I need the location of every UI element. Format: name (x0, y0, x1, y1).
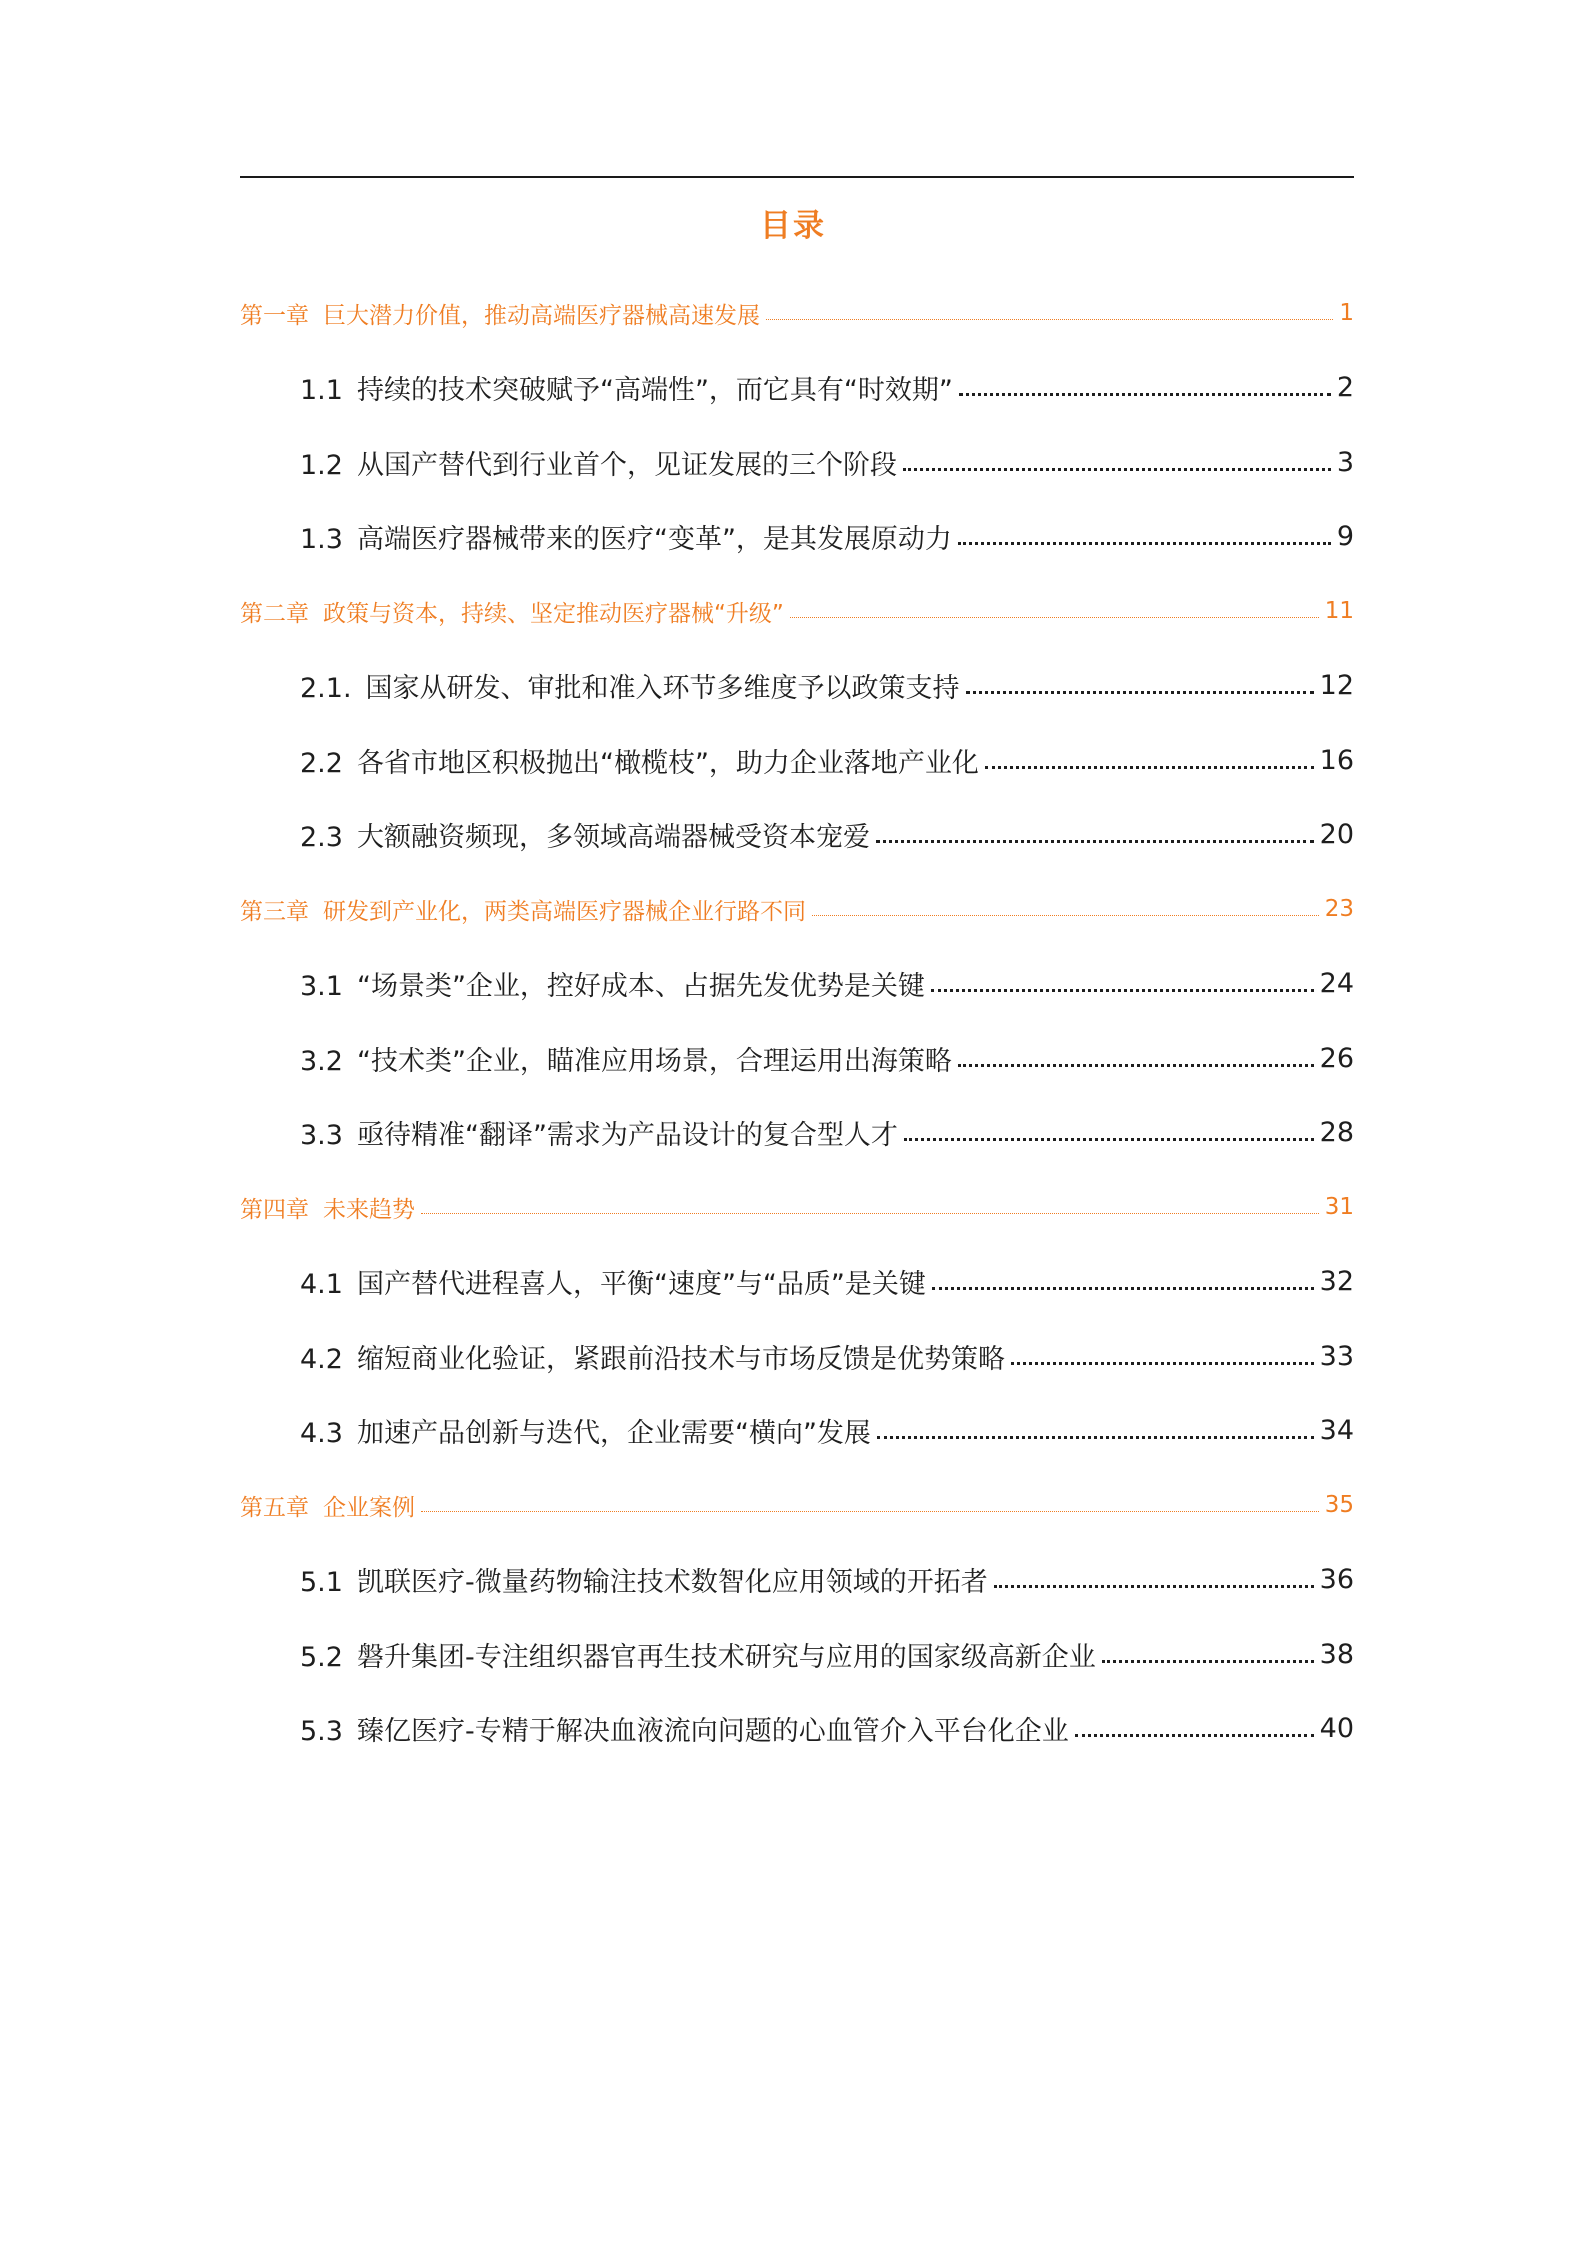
toc-dot-leader (959, 393, 1331, 396)
toc-page-number: 3 (1336, 446, 1354, 478)
toc-entry-number: 1.3 (300, 524, 343, 556)
toc-entry-heading (300, 1113, 904, 1152)
toc-entry-label: “技术类”企业，瞄准应用场景，合理运用出海策略 (356, 1045, 952, 1077)
toc-dot-leader (876, 840, 1314, 843)
toc-dot-leader (1075, 1734, 1314, 1737)
toc-dot-leader (931, 989, 1314, 992)
toc-chapter-entry[interactable] (240, 872, 1354, 947)
toc-dot-leader (904, 1138, 1314, 1141)
toc-entry-number: 5.3 (300, 1716, 343, 1748)
toc-page-number: 24 (1319, 968, 1354, 1000)
toc-entry-label: 大额融资频现，多领域高端器械受资本宠爱 (356, 822, 870, 854)
toc-entry-number: 4.3 (300, 1418, 343, 1450)
toc-page-number: 31 (1324, 1194, 1354, 1221)
toc-section-entry[interactable] (240, 1021, 1354, 1096)
toc-entry-heading (300, 1560, 994, 1599)
toc-page-number: 36 (1319, 1564, 1354, 1596)
toc-section-entry[interactable] (240, 1319, 1354, 1394)
toc-section-entry[interactable] (240, 500, 1354, 575)
toc-dot-leader (903, 468, 1331, 471)
toc-dot-leader (421, 1511, 1319, 1512)
toc-dot-leader (1011, 1362, 1314, 1365)
toc-entry-heading (300, 443, 903, 482)
toc-entry-number: 1.2 (300, 449, 343, 481)
toc-page-number: 23 (1324, 896, 1354, 923)
toc-entry-label: 巨大潜力价值，推动高端医疗器械高速发展 (323, 302, 760, 329)
toc-entry-number: 5.1 (300, 1567, 343, 1599)
toc-section-entry[interactable] (240, 1543, 1354, 1618)
toc-entry-heading (300, 368, 959, 407)
toc-entry-heading (300, 741, 985, 780)
toc-dot-leader (994, 1585, 1314, 1588)
toc-entry-heading (300, 666, 966, 705)
toc-entry-label: 加速产品创新与迭代，企业需要“横向”发展 (356, 1418, 871, 1450)
toc-entry-label: 磐升集团-专注组织器官再生技术研究与应用的国家级高新企业 (356, 1641, 1096, 1673)
toc-page-number: 9 (1336, 521, 1354, 553)
toc-title: 目录 (760, 208, 826, 244)
toc-section-entry[interactable] (240, 1096, 1354, 1171)
toc-page-number: 35 (1324, 1492, 1354, 1519)
toc-entry-heading (300, 1411, 877, 1450)
toc-section-entry[interactable] (240, 1692, 1354, 1767)
toc-entry-heading (300, 815, 876, 854)
toc-entry-label: 国家从研发、审批和准入环节多维度予以政策支持 (365, 673, 960, 705)
toc-entry-heading (300, 1709, 1075, 1748)
toc-section-entry[interactable] (240, 351, 1354, 426)
toc-entry-heading (300, 1635, 1102, 1674)
toc-entry-number: 第四章 (240, 1196, 309, 1223)
toc-entry-number: 第一章 (240, 302, 309, 329)
toc-entry-label: 臻亿医疗-专精于解决血液流向问题的心血管介入平台化企业 (356, 1716, 1069, 1748)
toc-chapter-entry[interactable] (240, 276, 1354, 351)
toc-section-entry[interactable] (240, 1394, 1354, 1469)
toc-section-entry[interactable] (240, 723, 1354, 798)
toc-page-number: 26 (1319, 1042, 1354, 1074)
toc-entry-number: 4.1 (300, 1269, 343, 1301)
toc-dot-leader (985, 766, 1314, 769)
toc-chapter-entry[interactable] (240, 574, 1354, 649)
toc-page-number: 34 (1319, 1415, 1354, 1447)
toc-entry-label: 高端医疗器械带来的医疗“变革”，是其发展原动力 (356, 524, 952, 556)
toc-entry-heading (300, 517, 958, 556)
toc-dot-leader (421, 1213, 1319, 1214)
toc-page-number: 32 (1319, 1266, 1354, 1298)
toc-page-number: 16 (1319, 744, 1354, 776)
toc-page-number: 33 (1319, 1340, 1354, 1372)
toc-page-number: 40 (1319, 1713, 1354, 1745)
toc-entry-heading (300, 1262, 932, 1301)
toc-entry-label: 各省市地区积极抛出“橄榄枝”，助力企业落地产业化 (356, 747, 979, 779)
toc-entry-number: 3.1 (300, 971, 343, 1003)
toc-section-entry[interactable] (240, 947, 1354, 1022)
toc-section-entry[interactable] (240, 649, 1354, 724)
toc-entry-label: 凯联医疗-微量药物输注技术数智化应用领域的开拓者 (356, 1567, 988, 1599)
toc-entry-label: 缩短商业化验证，紧跟前沿技术与市场反馈是优势策略 (356, 1343, 1005, 1375)
toc-dot-leader (958, 542, 1331, 545)
toc-entry-number: 第三章 (240, 898, 309, 925)
toc-entry-heading (300, 964, 931, 1003)
toc-entry-number: 2.1. (300, 673, 352, 705)
toc-page-number: 11 (1324, 598, 1354, 625)
toc-entry-label: 持续的技术突破赋予“高端性”，而它具有“时效期” (356, 375, 953, 407)
toc-section-entry[interactable] (240, 798, 1354, 873)
header-rule (240, 176, 1354, 178)
toc-entry-number: 2.2 (300, 747, 343, 779)
toc-entry-number: 2.3 (300, 822, 343, 854)
toc-dot-leader (966, 691, 1314, 694)
toc-page-number: 38 (1319, 1638, 1354, 1670)
toc-entry-label: 亟待精准“翻译”需求为产品设计的复合型人才 (356, 1120, 898, 1152)
toc-dot-leader (1102, 1660, 1314, 1663)
toc-entry-number: 第五章 (240, 1494, 309, 1521)
toc-entry-label: 从国产替代到行业首个，见证发展的三个阶段 (356, 449, 897, 481)
toc-page-number: 1 (1339, 300, 1354, 327)
toc-entry-number: 3.2 (300, 1045, 343, 1077)
toc-page-number: 20 (1319, 819, 1354, 851)
toc-page-number: 12 (1319, 670, 1354, 702)
toc-entry-heading (240, 595, 790, 628)
toc-entry-heading (240, 297, 766, 330)
toc-entry-label: 研发到产业化，两类高端医疗器械企业行路不同 (323, 898, 806, 925)
toc-dot-leader (790, 617, 1319, 618)
toc-entry-label: 企业案例 (323, 1494, 415, 1521)
toc-entry-number: 5.2 (300, 1641, 343, 1673)
toc-page-number: 28 (1319, 1117, 1354, 1149)
toc-page-number: 2 (1336, 372, 1354, 404)
toc-entry-heading (300, 1039, 958, 1078)
toc-section-entry[interactable] (240, 1617, 1354, 1692)
toc-entry-label: 国产替代进程喜人，平衡“速度”与“品质”是关键 (356, 1269, 926, 1301)
toc-dot-leader (877, 1436, 1314, 1439)
toc-entry-number: 1.1 (300, 375, 343, 407)
toc-section-entry[interactable] (240, 1245, 1354, 1320)
toc-dot-leader (932, 1287, 1314, 1290)
toc-entry-number: 4.2 (300, 1343, 343, 1375)
toc-entry-number: 第二章 (240, 600, 309, 627)
toc-entry-label: 未来趋势 (323, 1196, 415, 1223)
toc-list (240, 276, 1354, 1766)
toc-entry-heading (300, 1337, 1011, 1376)
toc-chapter-entry[interactable] (240, 1468, 1354, 1543)
toc-entry-heading (240, 1489, 421, 1522)
toc-entry-label: “场景类”企业，控好成本、占据先发优势是关键 (356, 971, 925, 1003)
toc-entry-heading (240, 893, 812, 926)
toc-section-entry[interactable] (240, 425, 1354, 500)
toc-dot-leader (812, 915, 1319, 916)
toc-entry-heading (240, 1191, 421, 1224)
toc-entry-number: 3.3 (300, 1120, 343, 1152)
toc-dot-leader (766, 319, 1333, 320)
toc-chapter-entry[interactable] (240, 1170, 1354, 1245)
toc-dot-leader (958, 1064, 1314, 1067)
toc-entry-label: 政策与资本，持续、坚定推动医疗器械“升级” (323, 600, 784, 627)
